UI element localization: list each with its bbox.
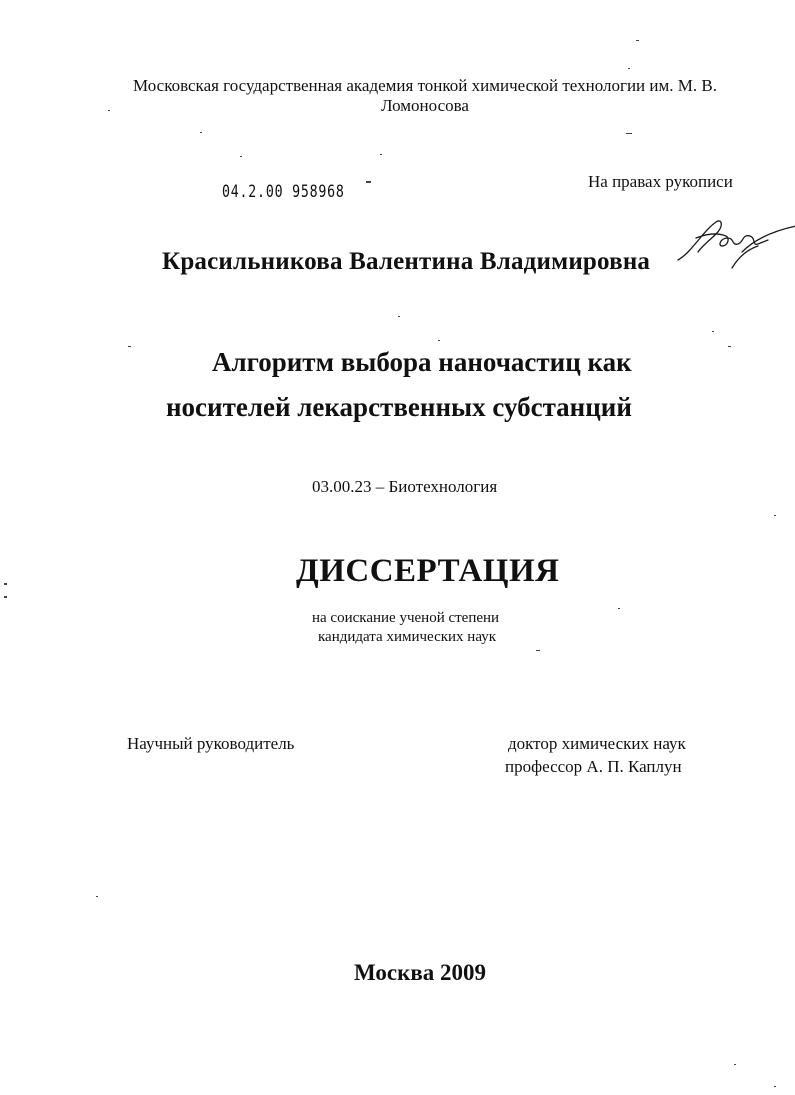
dissertation-title-line-1: Алгоритм выбора наночастиц как [212,347,632,377]
institution-name: Московская государственная академия тонкой химической технологии им. М. В. Ломоносова [133,76,717,115]
registration-stamp: 04.2.00 958968 [222,182,345,202]
supervisor-label: Научный руководитель [127,734,295,753]
supervisor-name: профессор А. П. Каплун [505,757,682,776]
dissertation-title-line-2: носителей лекарственных субстанций [166,392,632,422]
supervisor-degree: доктор химических наук [508,734,686,753]
degree-line-2: кандидата химических наук [318,629,497,645]
specialty-code: 03.00.23 – Биотехнология [312,477,498,496]
degree-line-1: на соискание ученой степени [312,610,500,626]
city-year: Москва 2009 [354,960,487,985]
rights-note: На правах рукописи [588,172,733,191]
document-type-heading: ДИССЕРТАЦИЯ [296,553,560,589]
handwritten-signature [672,212,795,276]
author-name: Красильникова Валентина Владимировна [162,248,651,275]
